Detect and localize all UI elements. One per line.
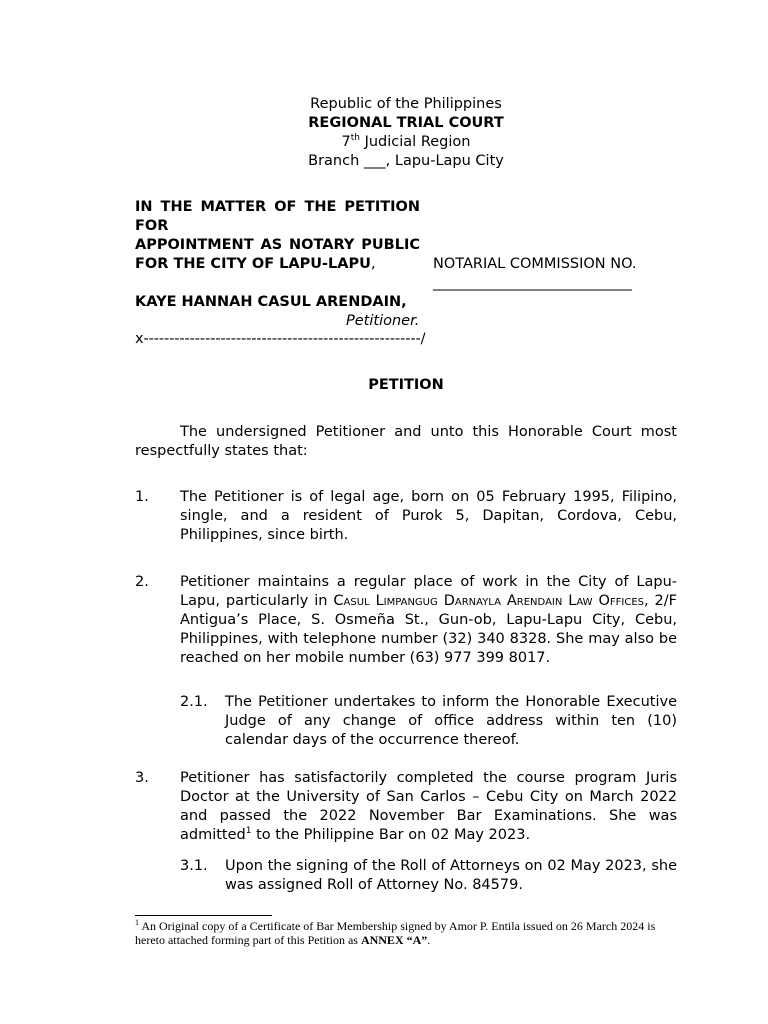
header-court: REGIONAL TRIAL COURT <box>308 115 504 131</box>
paragraph-1-text: The Petitioner is of legal age, born on 05 February 1995, Filipino, single, and a resident of Purok 5, Dapitan, Cordova, Cebu, Philippines, since birth. <box>180 489 677 543</box>
paragraph-2-1-number: 2.1. <box>180 694 208 710</box>
document-title: PETITION <box>368 377 444 393</box>
paragraph-3-text <box>180 769 677 845</box>
header-branch: Branch ___, Lapu-Lapu City <box>308 153 504 169</box>
footnote-text-after: . <box>427 933 431 947</box>
footnote-number: 1 <box>135 918 139 927</box>
footnote-separator <box>135 915 272 916</box>
footnote <box>135 919 680 947</box>
header-region-text: Judicial Region <box>359 134 471 150</box>
commission-label: NOTARIAL COMMISSION NO. <box>433 256 637 272</box>
caption-line-1: IN THE MATTER OF THE PETITION FOR <box>135 199 420 234</box>
intro-paragraph: The undersigned Petitioner and unto this Honorable Court most respectfully states that: <box>135 424 677 459</box>
paragraph-3-1-text: Upon the signing of the Roll of Attorneys on 02 May 2023, she was assigned Roll of Attorney No. 84579. <box>225 858 677 893</box>
header-region-number: 7 <box>341 134 351 150</box>
paragraph-3-text-before: Petitioner has satisfactorily completed the course program Juris Doctor at the University of San Carlos – Cebu City on March 2022 and passed the 2022 November Bar Examinations. She was admitted <box>180 770 677 843</box>
caption-divider: x------------------------------------------------------/ <box>135 331 426 347</box>
court-header <box>135 95 677 171</box>
paragraph-3-number: 3. <box>135 770 149 786</box>
footnote-annex: ANNEX “A” <box>360 933 428 947</box>
paragraph-2-text-after: , 2/F Antigua’s Place, S. Osmeña St., Gun-ob, Lapu-Lapu City, Cebu, Philippines, with telephone number (32) 340 8328. She may also be reached on her mobile number (63) 977 399 8017. <box>180 593 677 666</box>
header-region-suffix: th <box>350 133 360 144</box>
law-firm-name: Casul Limpangug Darnayla Arendain Law Offices <box>333 593 644 609</box>
paragraph-2-text-before: Petitioner maintains a regular place of work in the City of Lapu-Lapu, particularly in <box>180 574 677 609</box>
footnote-reference: 1 <box>245 826 252 837</box>
paragraph-3-1-number: 3.1. <box>180 858 208 874</box>
paragraph-2-1-text: The Petitioner undertakes to inform the Honorable Executive Judge of any change of office address within ten (10) calendar days of the occurrence thereof. <box>225 694 677 748</box>
paragraph-1-number: 1. <box>135 489 149 505</box>
header-republic: Republic of the Philippines <box>310 96 502 112</box>
petitioner-role: Petitioner. <box>346 313 420 329</box>
paragraph-2-number: 2. <box>135 574 149 590</box>
case-caption-title <box>135 198 420 274</box>
paragraph-2-text <box>180 573 677 668</box>
caption-line-2: APPOINTMENT AS NOTARY PUBLIC <box>135 237 420 253</box>
petitioner-name: KAYE HANNAH CASUL ARENDAIN, <box>135 294 407 310</box>
paragraph-3-text-after: to the Philippine Bar on 02 May 2023. <box>251 827 531 843</box>
caption-line-3-text: FOR THE CITY OF LAPU-LAPU <box>135 256 371 272</box>
caption-comma: , <box>370 256 376 272</box>
caption-line-3 <box>135 255 420 274</box>
header-region <box>135 133 677 152</box>
footnote-text-before: An Original copy of a Certificate of Bar Membership signed by Amor P. Entila issued on 26 March 2024 is hereto attached forming part of this Petition as <box>135 919 656 947</box>
commission-number-blank: _____________________________ <box>433 275 632 291</box>
